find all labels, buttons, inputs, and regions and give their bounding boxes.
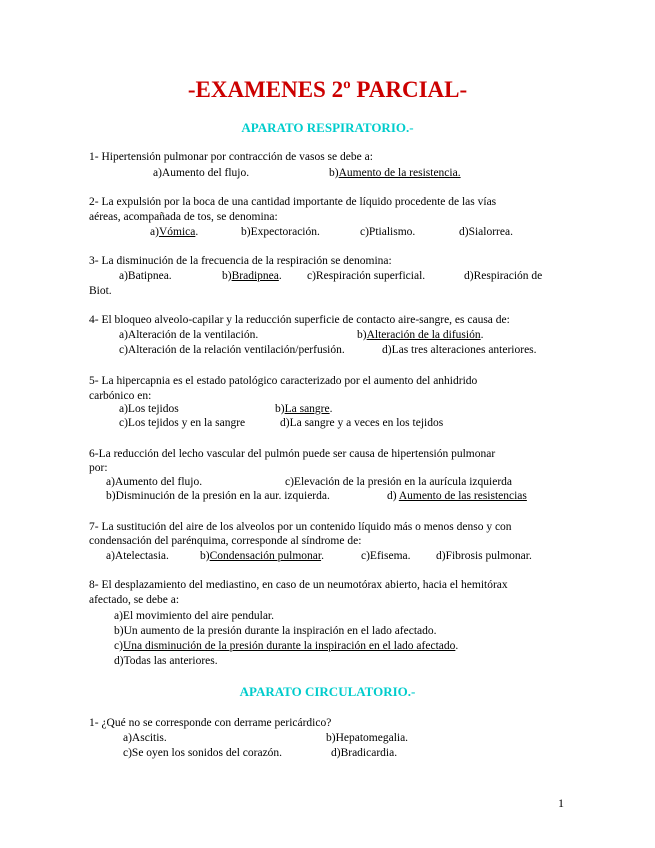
- option-q8-b: b)Un aumento de la presión durante la inspiración en el lado afectado.: [114, 625, 437, 637]
- option-q1-b-correct: b)Aumento de la resistencia.: [329, 167, 461, 179]
- option-q2-b: b)Expectoración.: [241, 226, 320, 238]
- option-q4-a: a)Alteración de la ventilación.: [119, 329, 259, 341]
- option-circ-q1-c: c)Se oyen los sonidos del corazón.: [123, 747, 283, 759]
- question-6-text-line2: por:: [89, 462, 108, 474]
- option-q8-d: d)Todas las anteriores.: [114, 655, 218, 667]
- question-8-text-line2: afectado, se debe a:: [89, 594, 180, 606]
- section-heading-circulatorio: APARATO CIRCULATORIO.-: [239, 684, 416, 699]
- option-q5-b-correct: b)La sangre.: [275, 403, 333, 415]
- option-q3-d: d)Respiración de: [464, 270, 543, 282]
- question-3-text: 3- La disminución de la frecuencia de la respiración se denomina:: [89, 255, 392, 267]
- question-4-text: 4- El bloqueo alveolo-capilar y la reducción superficie de contacto aire-sangre, es causa de:: [89, 314, 510, 326]
- option-q6-c: c)Elevación de la presión en la aurícula izquierda: [285, 476, 513, 488]
- question-8-text-line1: 8- El desplazamiento del mediastino, en caso de un neumotórax abierto, hacia el hemitórax: [89, 579, 508, 591]
- option-q3-d-continuation: Biot.: [89, 285, 112, 297]
- question-5-text-line2: carbónico en:: [89, 390, 152, 402]
- option-q7-b-correct: b)Condensación pulmonar.: [200, 550, 324, 562]
- option-q7-a: a)Atelectasia.: [106, 550, 169, 562]
- question-7-text-line1: 7- La sustitución del aire de los alveolos por un contenido líquido más o menos denso y con: [89, 521, 512, 533]
- option-q6-b: b)Disminución de la presión en la aur. izquierda.: [106, 490, 330, 502]
- option-q6-a: a)Aumento del flujo.: [106, 476, 203, 488]
- option-q3-a: a)Batipnea.: [119, 270, 172, 282]
- option-q4-b-correct: b)Alteración de la difusión.: [357, 329, 484, 341]
- question-1-text: 1- Hipertensión pulmonar por contracción de vasos se debe a:: [89, 151, 373, 163]
- option-q7-d: d)Fibrosis pulmonar.: [436, 550, 532, 562]
- section-heading-respiratorio: APARATO RESPIRATORIO.-: [241, 120, 414, 135]
- option-q4-c: c)Alteración de la relación ventilación/perfusión.: [119, 344, 345, 356]
- option-q8-a: a)El movimiento del aire pendular.: [114, 610, 274, 622]
- question-6-text-line1: 6-La reducción del lecho vascular del pulmón puede ser causa de hipertensión pulmonar: [89, 448, 496, 460]
- option-circ-q1-a: a)Ascitis.: [123, 732, 167, 744]
- option-q5-c: c)Los tejidos y en la sangre: [119, 417, 246, 429]
- option-q6-d-correct: d) Aumento de las resistencias: [387, 490, 527, 502]
- option-q3-c: c)Respiración superficial.: [307, 270, 426, 282]
- question-7-text-line2: condensación del parénquima, corresponde al síndrome de:: [89, 535, 362, 547]
- page-title: -EXAMENES 2º PARCIAL-: [187, 77, 468, 102]
- option-q5-a: a)Los tejidos: [119, 403, 179, 415]
- option-q2-d: d)Sialorrea.: [459, 226, 513, 238]
- option-q5-d: d)La sangre y a veces en los tejidos: [280, 417, 444, 429]
- question-2-text-line1: 2- La expulsión por la boca de una cantidad importante de líquido procedente de las vías: [89, 196, 497, 208]
- question-5-text-line1: 5- La hipercapnia es el estado patológico caracterizado por el aumento del anhidrido: [89, 375, 478, 387]
- option-circ-q1-b: b)Hepatomegalia.: [326, 732, 409, 744]
- option-q1-a: a)Aumento del flujo.: [153, 167, 250, 179]
- option-q2-a-correct: a)Vómica.: [150, 226, 199, 238]
- question-2-text-line2: aéreas, acompañada de tos, se denomina:: [89, 211, 278, 223]
- option-q4-d: d)Las tres alteraciones anteriores.: [382, 344, 537, 356]
- circ-question-1-text: 1- ¿Qué no se corresponde con derrame pericárdico?: [89, 717, 332, 729]
- option-q8-c-correct: c)Una disminución de la presión durante la inspiración en el lado afectado.: [114, 640, 459, 652]
- option-q7-c: c)Efisema.: [361, 550, 411, 562]
- option-q3-b-correct: b)Bradipnea.: [222, 270, 282, 282]
- page-number: 1: [558, 796, 564, 810]
- option-circ-q1-d: d)Bradicardia.: [331, 747, 398, 759]
- option-q2-c: c)Ptialismo.: [360, 226, 416, 238]
